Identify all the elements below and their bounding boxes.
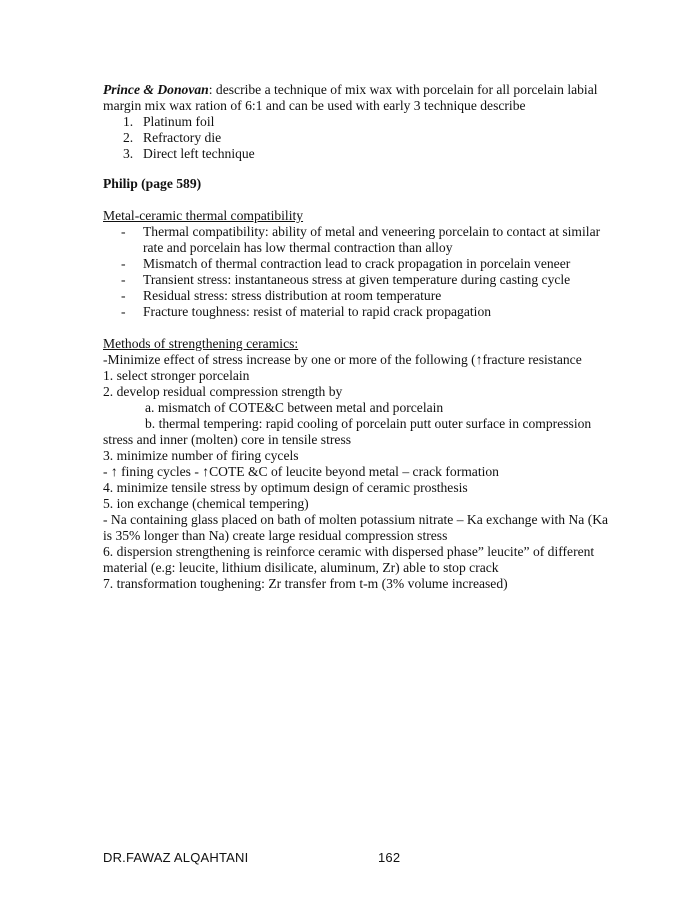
list-item — [103, 288, 623, 304]
list-item — [103, 130, 623, 146]
list-item — [103, 224, 623, 256]
list-number: 3. — [123, 146, 134, 161]
list-bullet: - — [121, 224, 126, 239]
list-bullet: - — [121, 288, 126, 303]
methods-line: stress and inner (molten) core in tensile stress — [103, 432, 352, 447]
compat-heading: Metal-ceramic thermal compatibility — [103, 208, 304, 223]
list-text: Fracture toughness: resist of material to rapid crack propagation — [143, 304, 492, 319]
list-bullet: - — [121, 272, 126, 287]
list-text: Refractory die — [143, 130, 222, 145]
intro-text-line1: : describe a technique of mix wax with porcelain for all porcelain labial — [208, 82, 598, 97]
list-text-cont: rate and porcelain has low thermal contraction than alloy — [143, 240, 453, 255]
methods-line: 6. dispersion strengthening is reinforce ceramic with dispersed phase” leucite” of different — [103, 544, 595, 559]
methods-line: 2. develop residual compression strength by — [103, 384, 343, 399]
philip-heading: Philip (page 589) — [103, 176, 202, 191]
footer-author: DR.FAWAZ ALQAHTANI — [103, 850, 249, 865]
list-item — [103, 114, 623, 130]
list-text: Residual stress: stress distribution at room temperature — [143, 288, 442, 303]
list-number: 1. — [123, 114, 134, 129]
list-text: Mismatch of thermal contraction lead to crack propagation in porcelain veneer — [143, 256, 571, 271]
methods-heading: Methods of strengthening ceramics: — [103, 336, 299, 351]
methods-line: material (e.g: leucite, lithium disilicate, aluminum, Zr) able to stop crack — [103, 560, 499, 575]
page-content — [103, 82, 623, 592]
methods-line: is 35% longer than Na) create large residual compression stress — [103, 528, 448, 543]
list-item — [103, 146, 623, 162]
intro-text-line2: margin mix wax ration of 6:1 and can be used with early 3 technique describe — [103, 98, 526, 113]
page-number: 162 — [378, 850, 401, 865]
methods-line: - Na containing glass placed on bath of molten potassium nitrate – Ka exchange with Na (Ka — [103, 512, 609, 527]
techniques-list — [103, 114, 623, 162]
list-item — [103, 304, 623, 320]
list-number: 2. — [123, 130, 134, 145]
list-bullet: - — [121, 256, 126, 271]
compat-list — [103, 224, 623, 320]
list-text: Transient stress: instantaneous stress at given temperature during casting cycle — [143, 272, 571, 287]
list-bullet: - — [121, 304, 126, 319]
methods-line: b. thermal tempering: rapid cooling of porcelain putt outer surface in compression — [145, 416, 592, 431]
methods-line: -Minimize effect of stress increase by one or more of the following (↑fracture resistance — [103, 352, 582, 367]
methods-line: 7. transformation toughening: Zr transfer from t-m (3% volume increased) — [103, 576, 508, 591]
methods-line: 4. minimize tensile stress by optimum design of ceramic prosthesis — [103, 480, 468, 495]
intro-paragraph — [103, 82, 623, 114]
list-text: Direct left technique — [143, 146, 255, 161]
list-item — [103, 256, 623, 272]
list-item — [103, 272, 623, 288]
list-text: Thermal compatibility: ability of metal and veneering porcelain to contact at similar — [143, 224, 601, 239]
intro-authors: Prince & Donovan — [103, 82, 209, 97]
methods-body — [103, 352, 623, 592]
list-text: Platinum foil — [143, 114, 215, 129]
methods-line: 3. minimize number of firing cycels — [103, 448, 299, 463]
methods-line: a. mismatch of COTE&C between metal and porcelain — [145, 400, 444, 415]
methods-line: 5. ion exchange (chemical tempering) — [103, 496, 309, 511]
methods-line: 1. select stronger porcelain — [103, 368, 250, 383]
methods-line: - ↑ fining cycles - ↑COTE &C of leucite beyond metal – crack formation — [103, 464, 499, 479]
